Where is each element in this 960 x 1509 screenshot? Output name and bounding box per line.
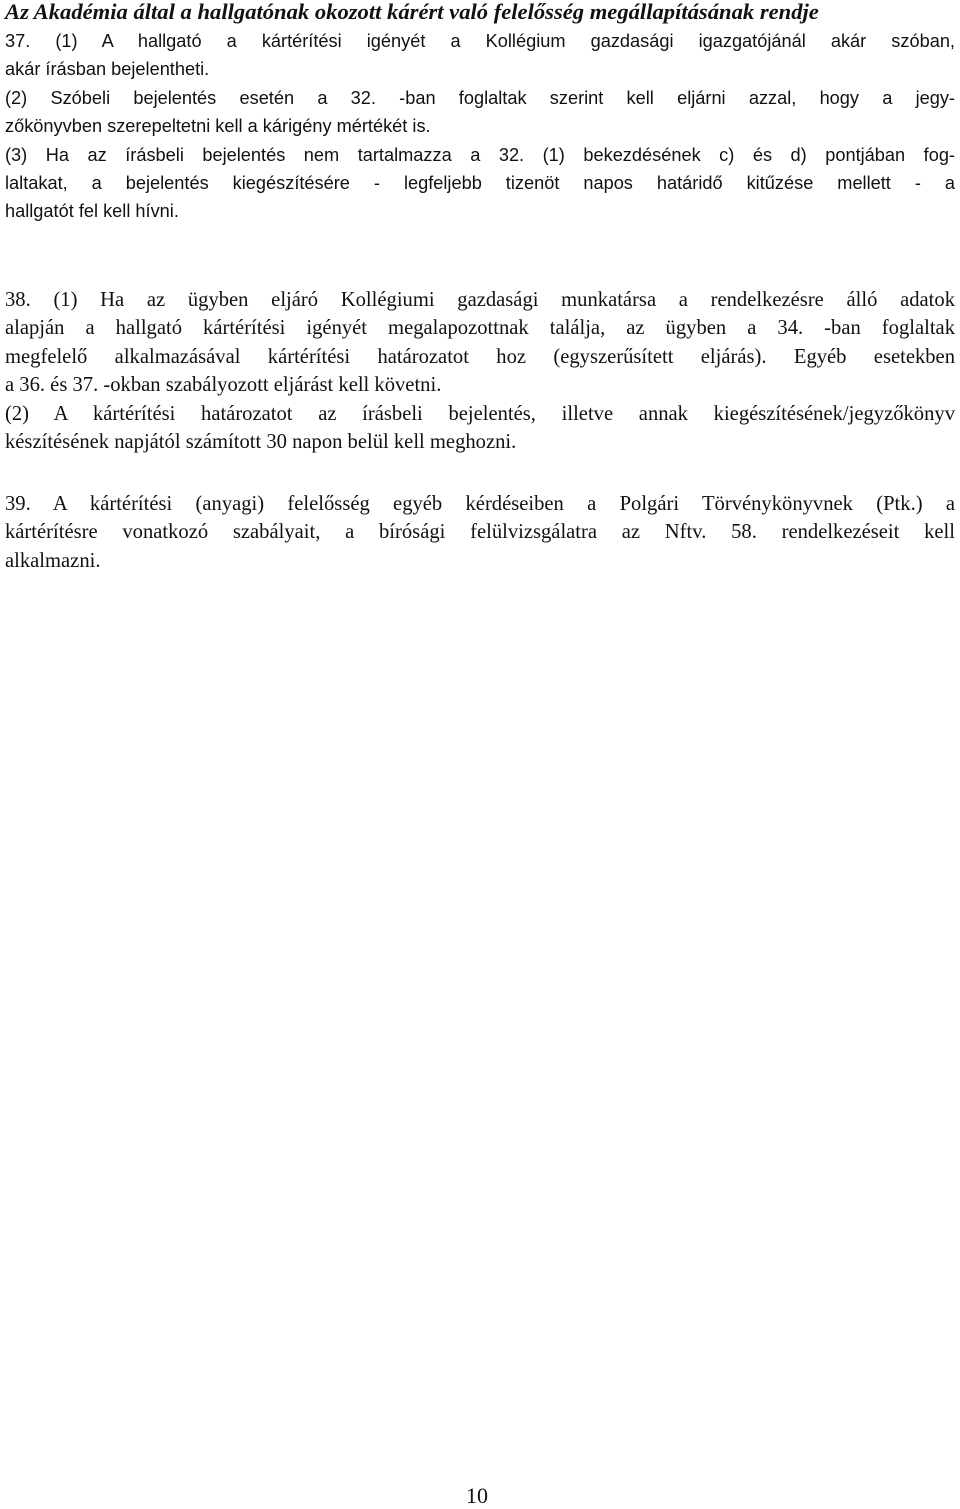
page-number: 10	[466, 1483, 488, 1508]
paragraph-line: 39. A kártérítési (anyagi) felelősség egyéb kérdéseiben a Polgári Törvénykönyvnek (Ptk.) a	[5, 493, 955, 515]
paragraph-line: zőkönyvben szerepeltetni kell a kárigény mértékét is.	[5, 116, 431, 137]
paragraph-line: (3) Ha az írásbeli bejelentés nem tartalmazza a 32. (1) bekezdésének c) és d) pontjában fog-	[5, 144, 955, 165]
section-heading: Az Akadémia által a hallgatónak okozott kárért való felelősség megállapításának rendje	[5, 0, 819, 24]
section-38	[5, 286, 955, 456]
paragraph-line: kártérítésre vonatkozó szabályait, a bírósági felülvizsgálatra az Nftv. 58. rendelkezéseit kell	[5, 521, 955, 544]
paragraph-line: készítésének napjától számított 30 napon belül kell meghozni.	[5, 430, 517, 453]
paragraph-line: laltakat, a bejelentés kiegészítésére - legfeljebb tizenöt napos határidő kitűzése mellett - a	[5, 172, 955, 193]
paragraph-line: a 36. és 37. -okban szabályozott eljárást kell követni.	[5, 374, 442, 397]
paragraph-line: megfelelő alkalmazásával kártérítési határozatot hoz (egyszerűsített eljárás). Egyéb esetekben	[5, 345, 955, 368]
paragraph-line: akár írásban bejelentheti.	[5, 59, 210, 80]
section-37	[5, 27, 955, 226]
paragraph-line: alkalmazni.	[5, 549, 101, 572]
paragraph-line: (2) A kártérítési határozatot az írásbeli bejelentés, illetve annak kiegészítésének/jegyzőkönyv	[5, 402, 955, 425]
paragraph-line: 37. (1) A hallgató a kártérítési igényét a Kollégium gazdasági igazgatójánál akár szóban,	[5, 31, 955, 51]
paragraph-line: (2) Szóbeli bejelentés esetén a 32. -ban foglaltak szerint kell eljárni azzal, hogy a jegy-	[5, 87, 955, 108]
paragraph-line: 38. (1) Ha az ügyben eljáró Kollégiumi gazdasági munkatársa a rendelkezésre álló adatok	[5, 289, 955, 311]
section-39	[5, 490, 955, 575]
paragraph-line: hallgatót fel kell hívni.	[5, 201, 179, 222]
paragraph-line: alapján a hallgató kártérítési igényét megalapozottnak találja, az ügyben a 34. -ban foglaltak	[5, 317, 955, 340]
